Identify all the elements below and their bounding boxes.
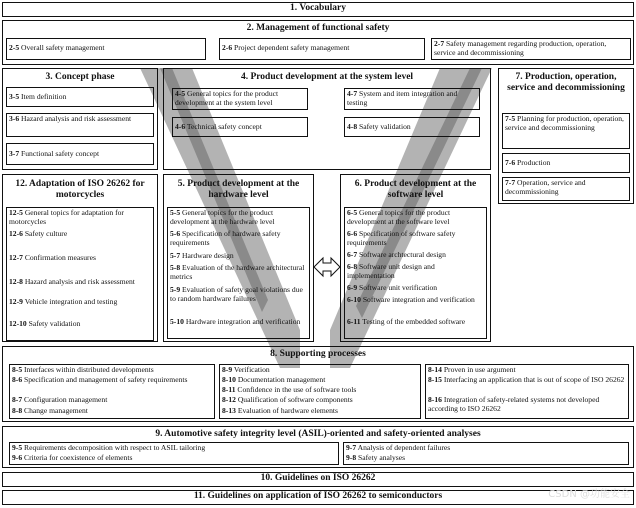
item-5-10: 5-10 Hardware integration and verification [170,318,301,326]
management-section [2,20,634,65]
management-title: 2. Management of functional safety [246,23,390,33]
item-6-5: 6-5 General topics for the product development at the software level [347,209,451,226]
motorcycles-list [6,207,154,341]
item-6-10: 6-10 Software integration and verification [347,296,475,304]
asil-title: 9. Automotive safety integrity level (ASIL)-oriented and safety-oriented analyses [155,429,481,439]
item-2-5: 2-5 Overall safety management [6,38,206,60]
supporting-col-1 [9,364,215,419]
supporting-title: 8. Supporting processes [270,349,366,359]
item-12-6: 12-6 Safety culture [9,230,68,238]
item-8-5: 8-5 Interfaces within distributed developments [12,366,154,374]
item-4-6: 4-6 Technical safety concept [172,117,308,137]
item-7-6: 7-6 Production [502,153,630,173]
item-12-10: 12-10 Safety validation [9,320,81,328]
item-4-8: 4-8 Safety validation [344,117,480,137]
item-5-8: 5-8 Evaluation of the hardware architectural metrics [170,264,305,281]
software-title: 6. Product development at the software level [354,179,477,200]
item-7-5: 7-5 Planning for production, operation, service and decommissioning [502,113,630,149]
item-8-7: 8-7 Configuration management [12,396,108,404]
motorcycles-title: 12. Adaptation of ISO 26262 for motorcycles [15,179,145,200]
item-6-6: 6-6 Specification of software safety requirements [347,230,456,247]
concept-title: 3. Concept phase [45,72,115,82]
motorcycles-section [2,174,158,342]
double-arrow-icon [312,256,342,278]
item-3-6: 3-6 Hazard analysis and risk assessment [6,113,154,137]
item-3-7: 3-7 Functional safety concept [6,143,154,165]
item-12-5: 12-5 General topics for adaptation for motorcycles [9,209,124,226]
item-8-15: 8-15 Interfacing an application that is out of scope of ISO 26262 [428,376,625,384]
item-12-9: 12-9 Vehicle integration and testing [9,298,118,306]
item-8-8: 8-8 Change management [12,407,88,415]
item-9-5: 9-5 Requirements decomposition with respect to ASIL tailoring [12,444,206,452]
item-9-7: 9-7 Analysis of dependent failures [346,444,451,452]
item-5-9: 5-9 Evaluation of safety goal violations due to random hardware failures [170,286,303,303]
item-4-7: 4-7 System and item integration and testing [344,88,480,110]
system-section [163,68,491,170]
item-12-7: 12-7 Confirmation measures [9,254,96,262]
software-list [344,207,487,339]
item-6-8: 6-8 Software unit design and implementation [347,263,435,280]
asil-section [2,426,634,468]
asil-col-2 [343,442,629,465]
supporting-col-3 [425,364,629,419]
item-2-7: 2-7 Safety management regarding production, operation, service and decommissioning [431,38,631,60]
item-7-7: 7-7 Operation, service and decommissioning [502,177,630,201]
item-8-12: 8-12 Qualification of software components [222,396,353,404]
item-8-16: 8-16 Integration of safety-related systems not developed according to ISO 26262 [428,396,600,413]
item-2-6: 2-6 Project dependent safety management [219,38,425,60]
supporting-col-2 [219,364,421,419]
item-8-13: 8-13 Evaluation of hardware elements [222,407,338,415]
vocabulary-bar: 1. Vocabulary [2,2,634,17]
item-8-6: 8-6 Specification and management of safety requirements [12,376,188,384]
item-8-14: 8-14 Proven in use argument [428,366,516,374]
watermark: CSDN @功能安全 [548,489,630,500]
item-9-6: 9-6 Criteria for coexistence of elements [12,454,133,462]
item-8-9: 8-9 Verification [222,366,270,374]
item-3-5: 3-5 Item definition [6,87,154,107]
supporting-section [2,346,634,422]
production-title: 7. Production, operation, service and decommissioning [507,72,625,93]
hardware-title: 5. Product development at the hardware level [177,179,300,200]
software-section [340,174,491,342]
item-8-11: 8-11 Confidence in the use of software tools [222,386,357,394]
guidelines-bar: 10. Guidelines on ISO 26262 [2,472,634,487]
item-5-5: 5-5 General topics for the product development at the hardware level [170,209,275,226]
item-9-8: 9-8 Safety analyses [346,454,406,462]
semiconductors-bar: 11. Guidelines on application of ISO 26262 to semiconductors [2,490,634,505]
production-section [498,68,634,204]
concept-section [2,68,158,170]
hardware-section [163,174,314,342]
item-4-5: 4-5 General topics for the product development at the system level [172,88,308,110]
system-title: 4. Product development at the system level [240,72,414,82]
item-6-7: 6-7 Software archtectural design [347,251,446,259]
asil-col-1 [9,442,339,465]
item-5-6: 5-6 Specification of hardware safety requirements [170,230,281,247]
item-5-7: 5-7 Hardware design [170,252,234,260]
item-6-9: 6-9 Software unit verification [347,284,438,292]
item-8-10: 8-10 Documentation management [222,376,326,384]
hardware-list [167,207,310,339]
item-12-8: 12-8 Hazard analysis and risk assessment [9,278,135,286]
item-6-11: 6-11 Testing of the embedded software [347,318,466,326]
